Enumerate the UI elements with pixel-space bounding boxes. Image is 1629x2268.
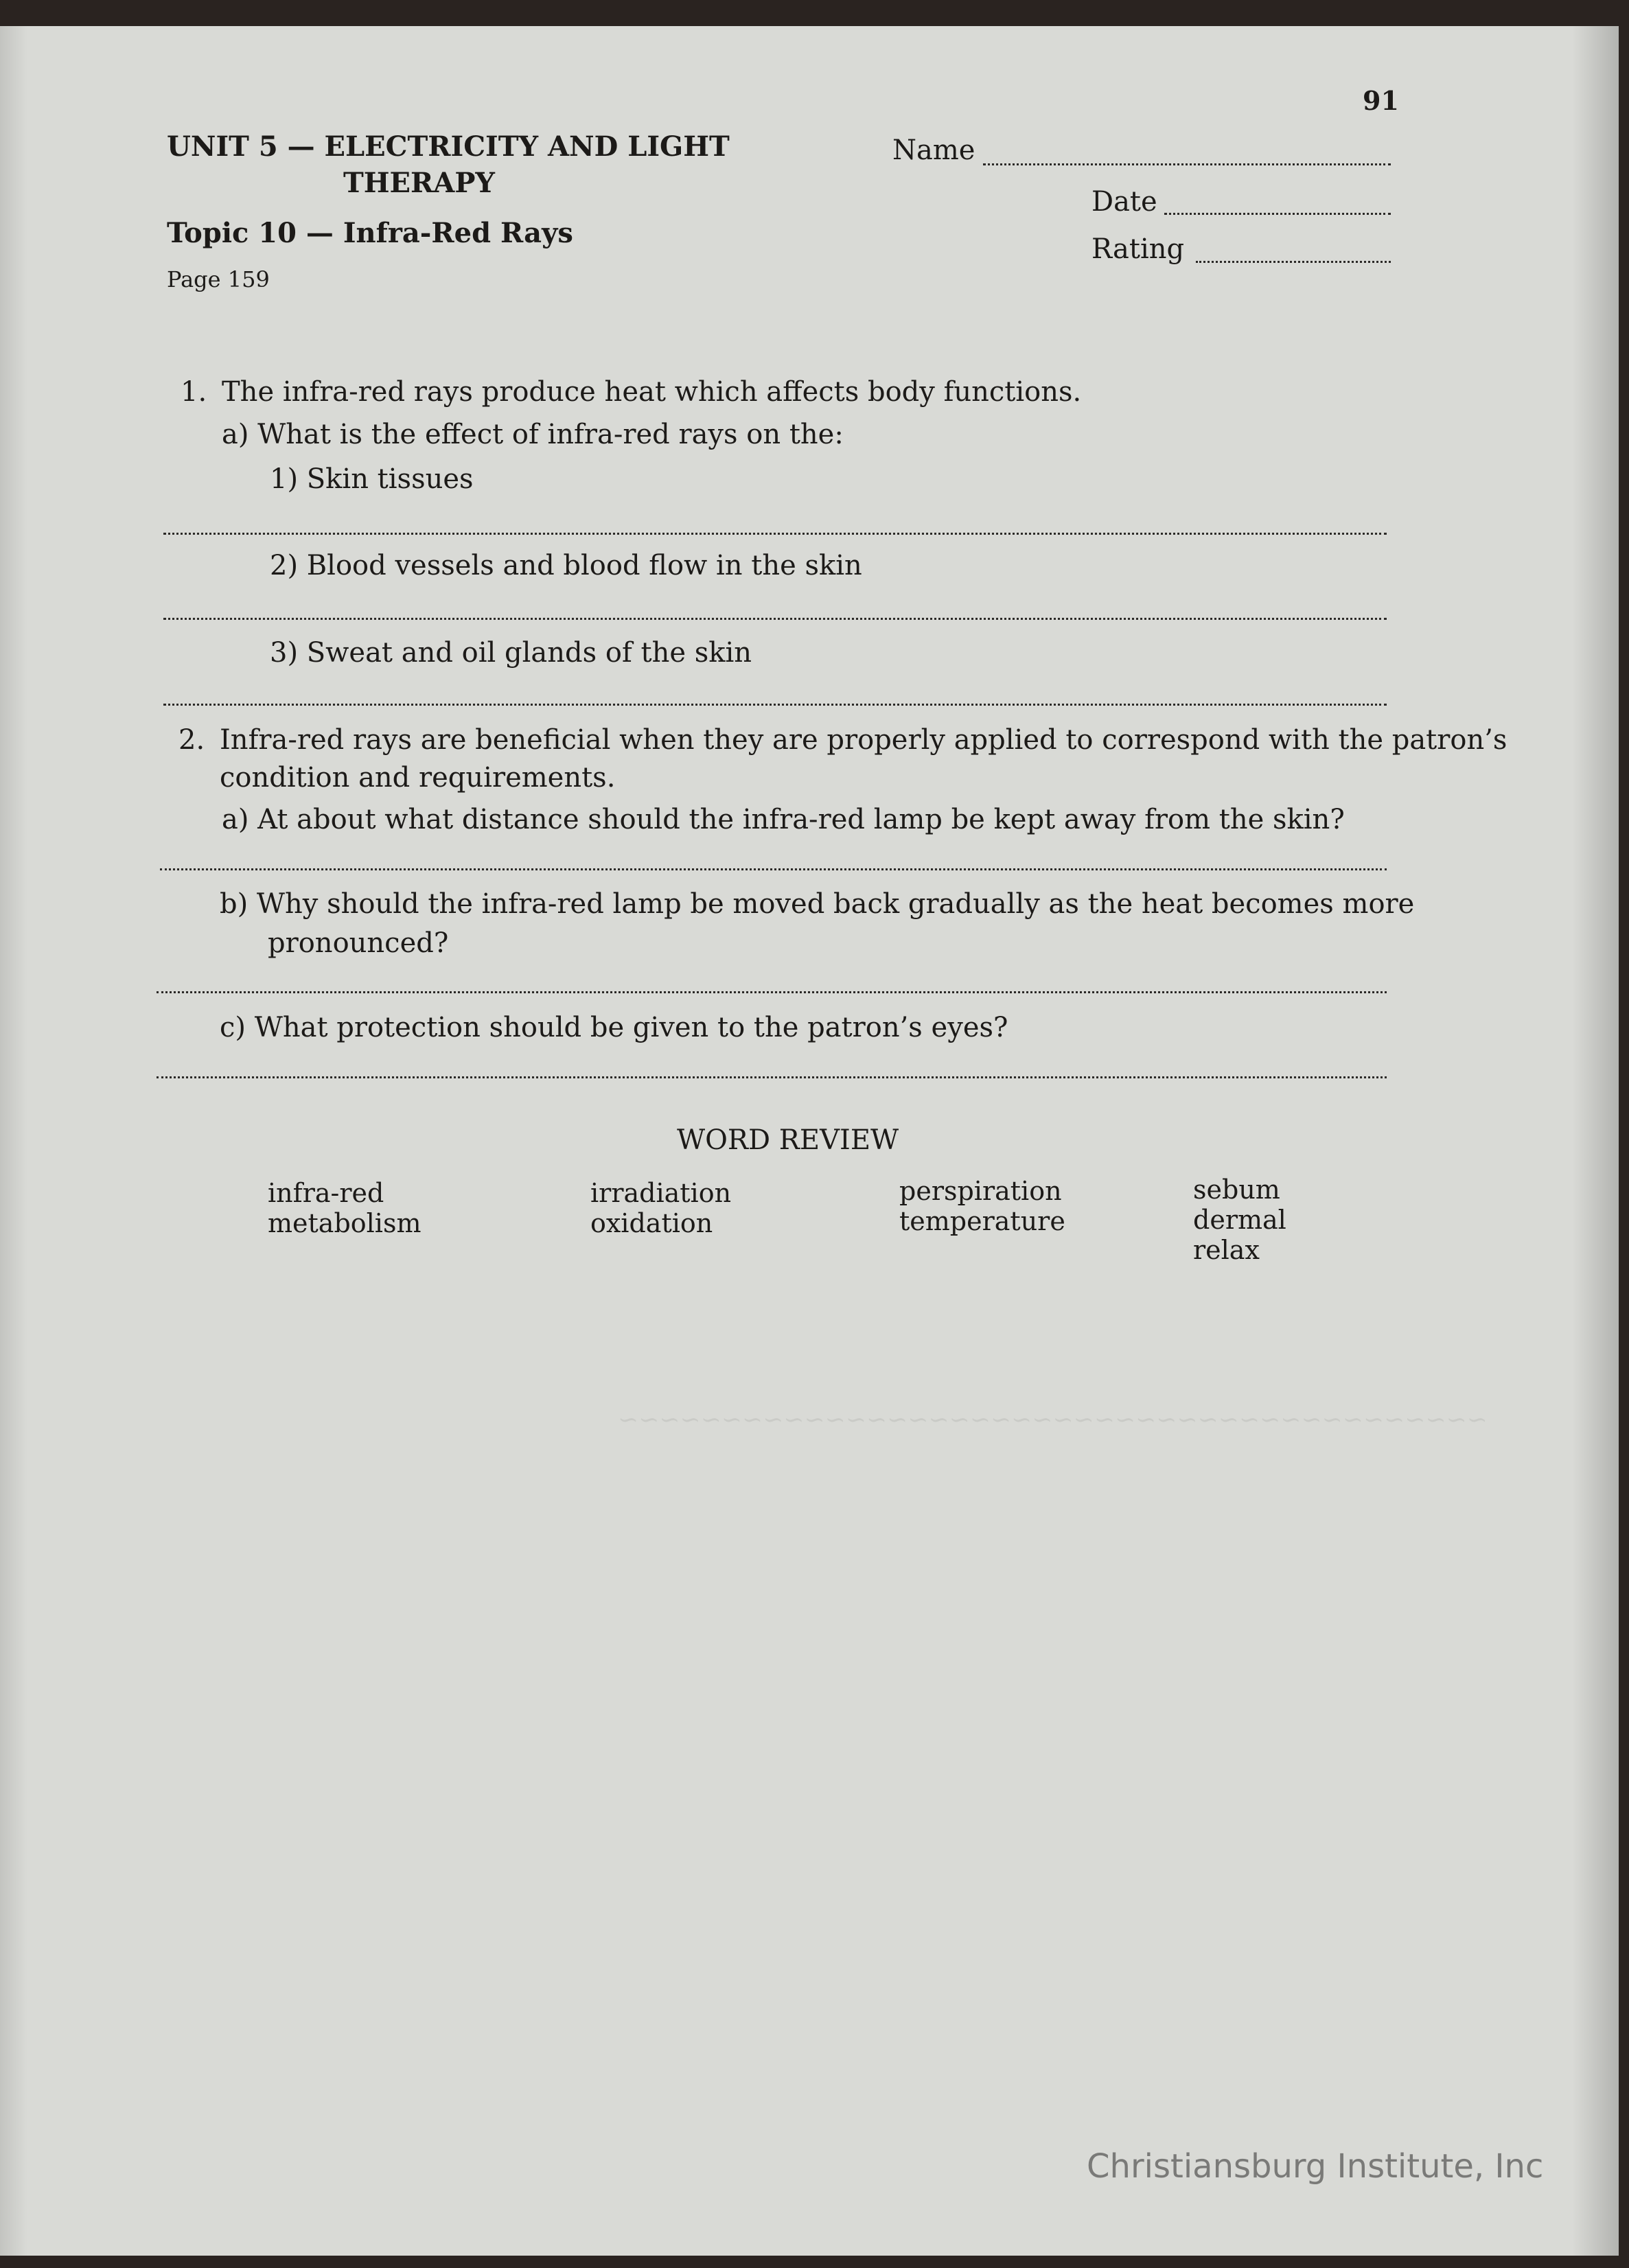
topic-title: Topic 10 — Infra-Red Rays	[167, 217, 573, 249]
q2c-answer-line[interactable]	[157, 1076, 1387, 1078]
rating-label: Rating	[1091, 233, 1185, 265]
worksheet-page	[0, 26, 1619, 2256]
q1-item-2: 2) Blood vessels and blood flow in the skin	[270, 550, 862, 581]
q1-item-1: 1) Skin tissues	[270, 463, 474, 495]
word-review-term: perspiration	[899, 1176, 1062, 1206]
word-review-term: dermal	[1193, 1205, 1286, 1235]
date-label: Date	[1091, 186, 1157, 218]
show-through-text: ~~~~~~~~~~~~~~~~~~~~~~~~~~~~~~~~~~~~~~~~~~	[618, 1406, 1488, 1434]
q2-part-a: a) At about what distance should the infra-red lamp be kept away from the skin?	[222, 804, 1345, 835]
word-review-term: sebum	[1193, 1174, 1280, 1205]
q2-part-b-line1: b) Why should the infra-red lamp be moved back gradually as the heat becomes more	[220, 888, 1415, 920]
q2-text-line2: condition and requirements.	[220, 762, 616, 794]
word-review-term: infra-red	[268, 1178, 384, 1208]
q1-part-a: a) What is the effect of infra-red rays on the:	[222, 419, 844, 450]
page-number: 91	[1363, 85, 1399, 116]
word-review-term: relax	[1193, 1235, 1260, 1265]
name-field[interactable]	[983, 163, 1391, 165]
q1-number: 1.	[181, 376, 207, 408]
q2-text-line1: Infra-red rays are beneficial when they are properly applied to correspond with the patron’s	[220, 724, 1507, 756]
name-label: Name	[892, 135, 975, 166]
word-review-column-2	[590, 1178, 731, 1238]
q1-answer-line-1[interactable]	[163, 533, 1387, 535]
word-review-title: WORD REVIEW	[677, 1124, 899, 1156]
unit-title-line1: UNIT 5 — ELECTRICITY AND LIGHT	[167, 130, 730, 163]
unit-title-line2: THERAPY	[343, 167, 495, 199]
word-review-column-3	[899, 1176, 1065, 1236]
q2-part-b-line2: pronounced?	[268, 927, 449, 959]
word-review-term: temperature	[899, 1206, 1065, 1236]
q1-text: The infra-red rays produce heat which affects body functions.	[222, 376, 1082, 408]
page-reference: Page 159	[167, 266, 270, 292]
q2-part-c: c) What protection should be given to the patron’s eyes?	[220, 1012, 1008, 1043]
q1-answer-line-2[interactable]	[163, 618, 1387, 620]
word-review-term: irradiation	[590, 1178, 732, 1208]
word-review-term: metabolism	[268, 1208, 421, 1238]
q1-answer-line-3[interactable]	[163, 704, 1387, 706]
date-field[interactable]	[1164, 213, 1391, 215]
rating-field[interactable]	[1196, 261, 1391, 263]
q2-number: 2.	[178, 724, 205, 756]
watermark-text: Christiansburg Institute, Inc	[1087, 2147, 1544, 2186]
q1-item-3: 3) Sweat and oil glands of the skin	[270, 637, 752, 669]
word-review-column-4	[1193, 1174, 1286, 1265]
q2a-answer-line[interactable]	[160, 868, 1387, 870]
word-review-term: oxidation	[590, 1208, 713, 1238]
q2b-answer-line[interactable]	[157, 991, 1387, 993]
word-review-column-1	[268, 1178, 421, 1238]
